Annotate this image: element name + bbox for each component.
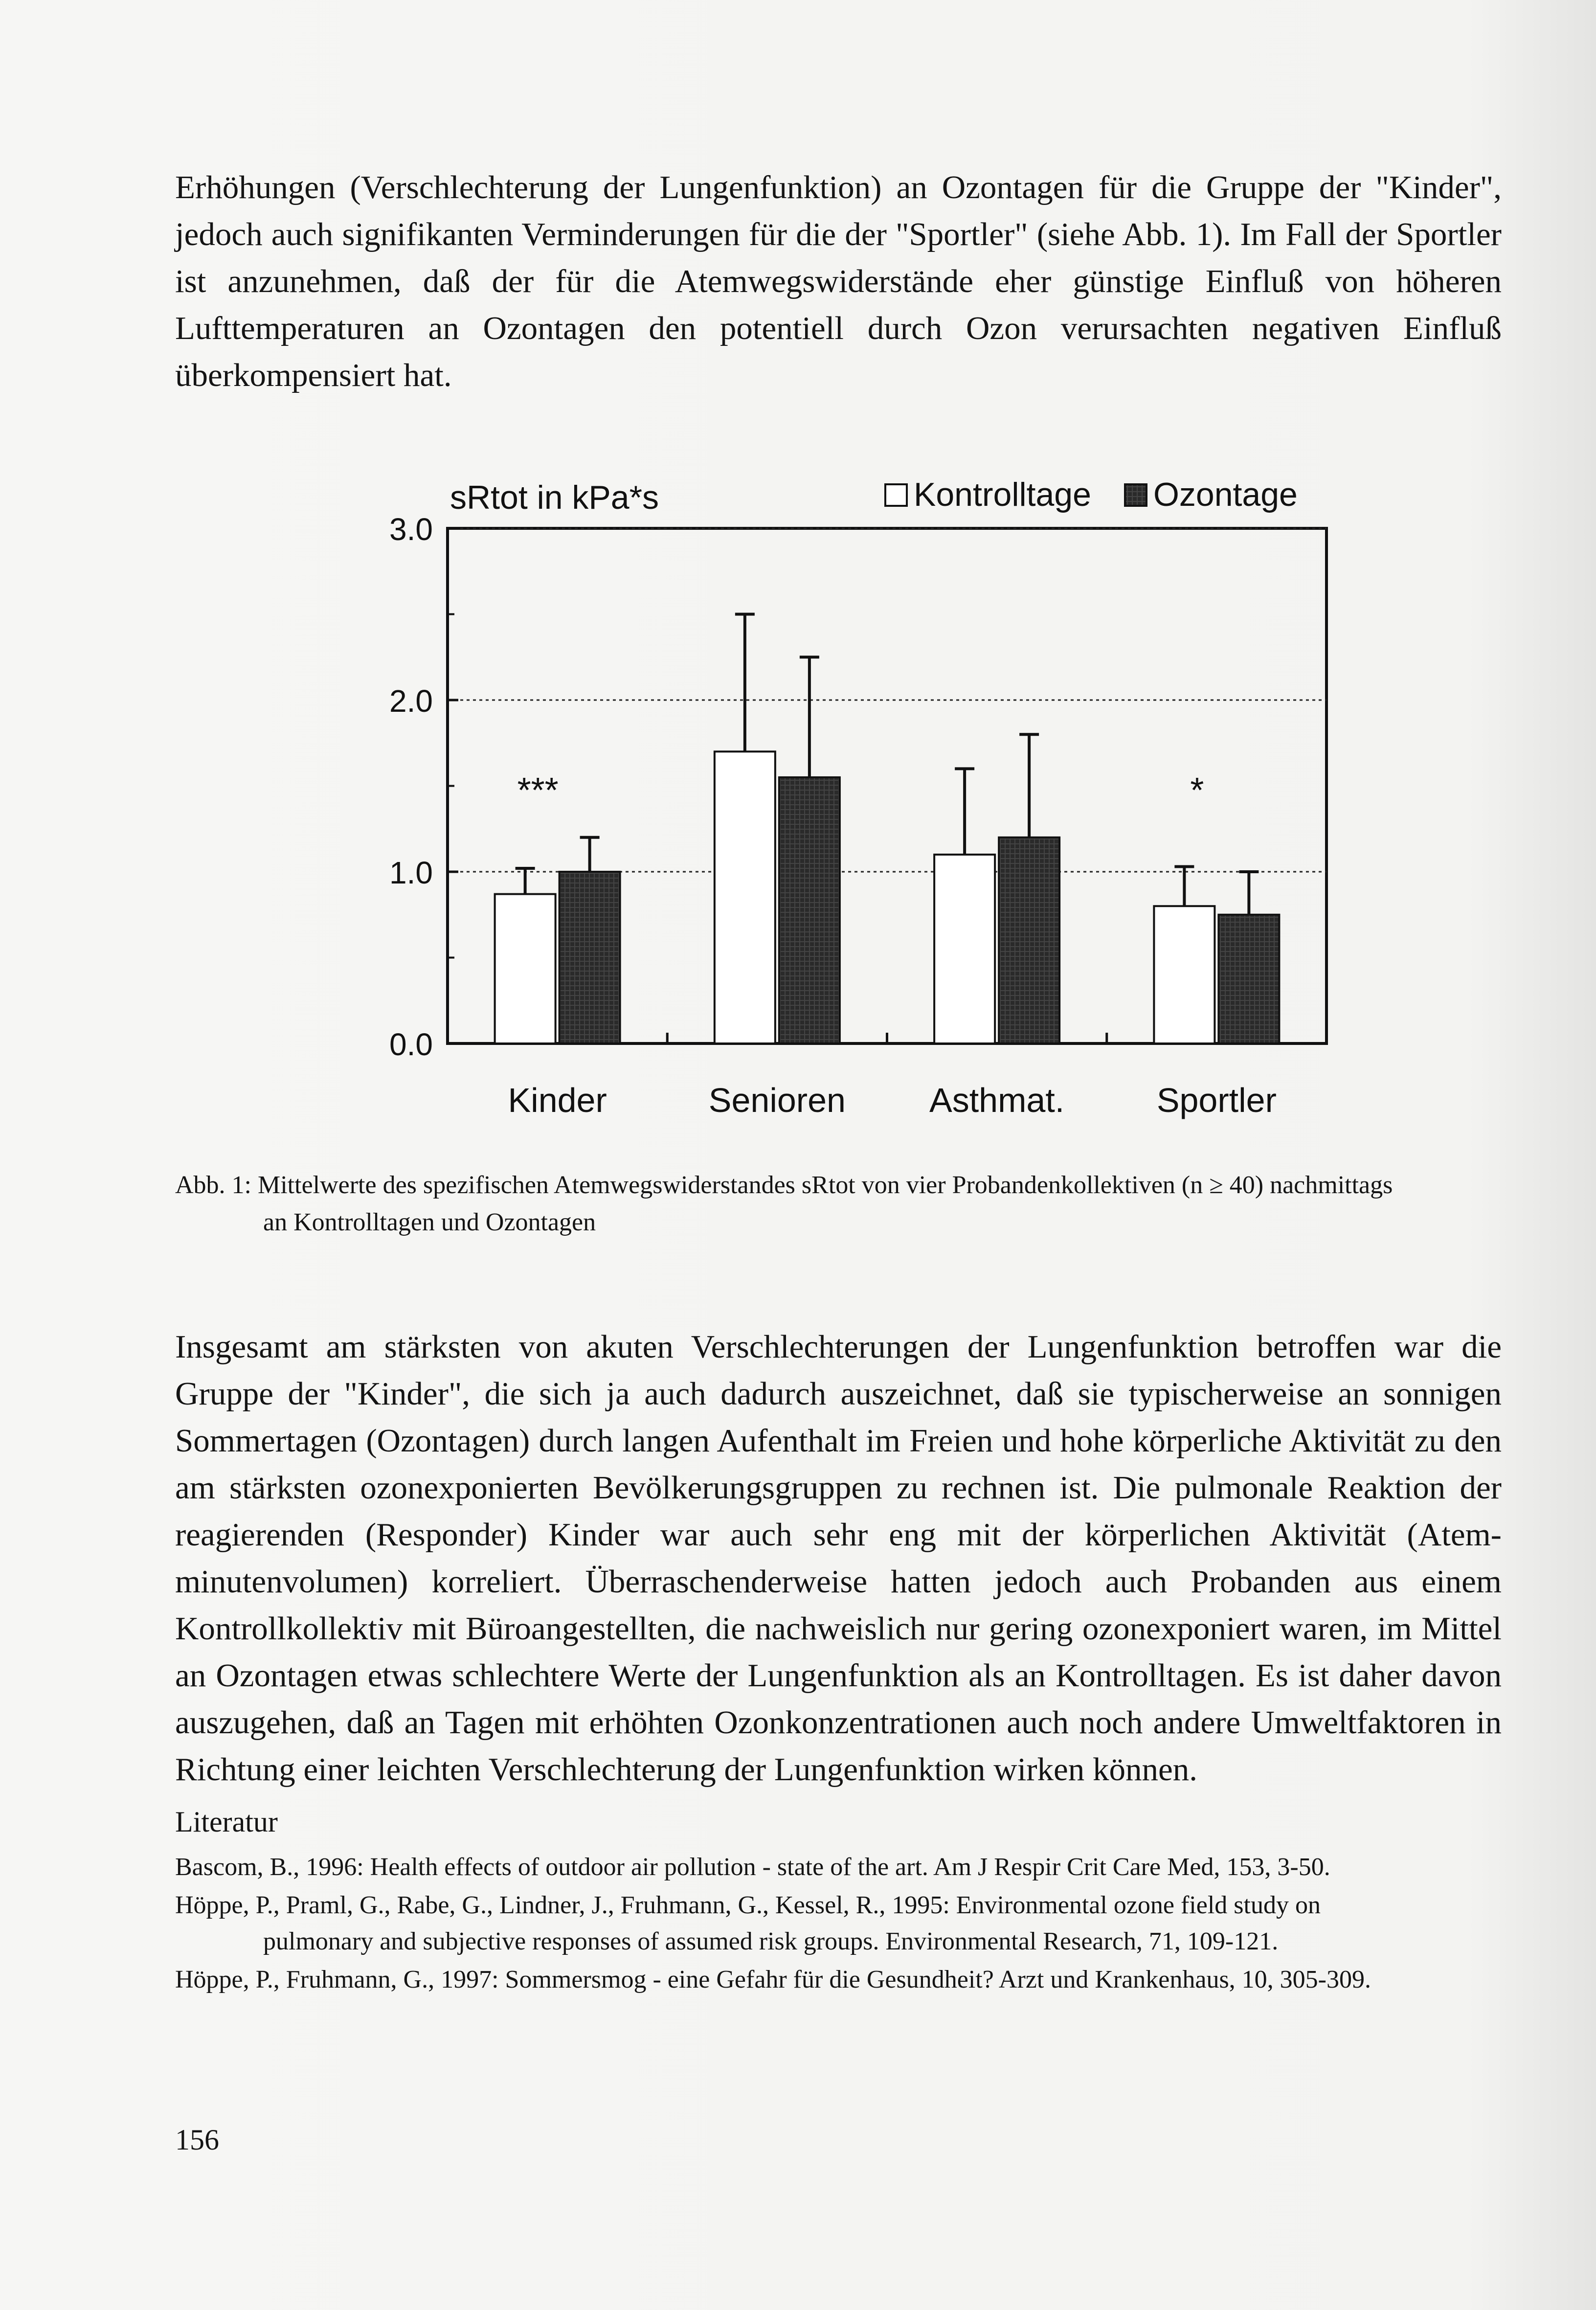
y-tick-label: 3.0 [389, 512, 433, 547]
bar-kontrolltage [1154, 906, 1214, 1043]
x-tick-label: Sportler [1156, 1081, 1277, 1119]
reference-item [175, 1887, 1502, 1960]
literature-heading: Literatur [175, 1806, 278, 1838]
reference-item [175, 1849, 1502, 1885]
significance-marker: *** [517, 771, 559, 810]
bar-ozontage [779, 777, 840, 1043]
body-paragraph-bottom: Insgesamt am stärksten von akuten Verschlechterungen der Lungenfunktion betroffen war die Gruppe der "Kinder", die sich ja auch dadurch auszeichnet, daß sie typischerweise an sonnigen Sommertagen (Ozontagen) durch langen Aufenthalt im Freien und hohe körperliche Aktivität zu den am stärksten ozonexponierten Bevölkerungsgruppen zu rechnen ist. Die pulmonale Reaktion der reagierenden (Responder) Kinder war auch sehr eng mit der körperlichen Aktivität (Atem-minutenvolumen) korreliert. Überraschenderweise hatten jedoch auch Probanden aus einem Kontrollkollektiv mit Büroangestellten, die nachweislich nur gering ozonexponiert waren, im Mittel an Ozontagen etwas schlechtere Werte der Lungenfunktion als an Kontrolltagen. Es ist daher davon auszugehen, daß an Tagen mit erhöhten Ozonkonzentrationen auch noch andere Umweltfaktoren in Richtung einer leichten Verschlechterung der Lungenfunktion wirken können. [175, 1329, 1502, 1788]
caption-line-1: Abb. 1: Mittelwerte des spezifischen Atemwegswiderstandes sRtot von vier Probandenkollektiven (n ≥ 40) nachmittags [175, 1171, 1393, 1199]
bar-ozontage [1218, 915, 1279, 1043]
figure-caption [175, 1167, 1502, 1241]
x-tick-label: Asthmat. [929, 1081, 1065, 1119]
bar-ozontage [560, 872, 620, 1043]
y-tick-label: 1.0 [389, 855, 433, 890]
y-tick-label: 2.0 [389, 683, 433, 719]
y-axis-label: sRtot in kPa*s [450, 479, 659, 516]
legend-swatch-kontrolltage [885, 484, 907, 506]
body-paragraph-top: Erhöhungen (Verschlechterung der Lungenfunktion) an Ozontagen für die Gruppe der "Kinder", jedoch auch signifikanten Verminderungen für die der "Sportler" (siehe Abb. 1). Im Fall der Sportler ist anzunehmen, daß der für die Atemwegswiderstände eher günstige Einfluß von höheren Lufttemperaturen an Ozontagen den potentiell durch Ozon verursachten negativen Einfluß überkompensiert hat. [175, 169, 1502, 393]
reference-list [175, 1849, 1502, 2000]
reference-text: Höppe, P., Fruhmann, G., 1997: Sommersmog - eine Gefahr für die Gesundheit? Arzt und Krankenhaus, 10, 305-309. [175, 1966, 1371, 1993]
reference-text: Bascom, B., 1996: Health effects of outdoor air pollution - state of the art. Am J Respir Crit Care Med, 153, 3-50. [175, 1853, 1330, 1881]
bar-kontrolltage [715, 751, 775, 1043]
legend-label-ozontage: Ozontage [1153, 476, 1298, 513]
legend-swatch-ozontage [1125, 484, 1146, 506]
reference-text: Höppe, P., Praml, G., Rabe, G., Lindner, J., Fruhmann, G., Kessel, R., 1995: Environmental ozone field study on [175, 1891, 1321, 1919]
x-tick-label: Senioren [708, 1081, 846, 1119]
page-number: 156 [175, 2124, 219, 2156]
reference-item [175, 1962, 1502, 1998]
y-tick-label: 0.0 [389, 1027, 433, 1062]
x-tick-label: Kinder [508, 1081, 607, 1119]
bar-ozontage [999, 838, 1059, 1043]
bar-kontrolltage [495, 894, 556, 1043]
significance-marker: * [1190, 771, 1204, 810]
legend-label-kontrolltage: Kontrolltage [914, 476, 1091, 513]
caption-line-2: an Kontrolltagen und Ozontagen [263, 1208, 596, 1236]
reference-continuation: pulmonary and subjective responses of assumed risk groups. Environmental Research, 71, 109-121. [263, 1927, 1279, 1955]
bar-kontrolltage [934, 855, 995, 1043]
